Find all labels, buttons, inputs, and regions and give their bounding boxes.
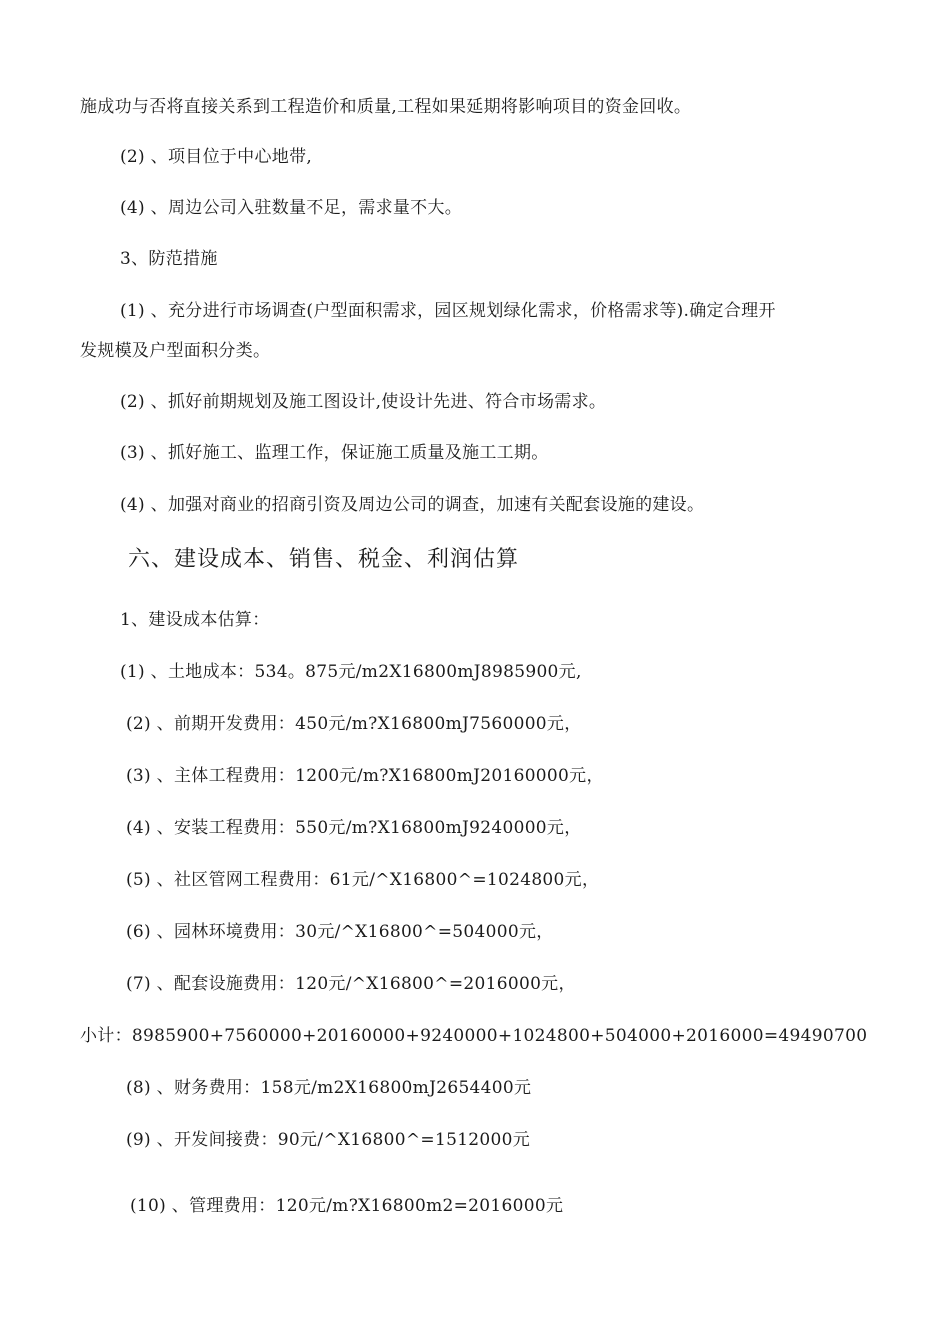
measure-item-1: (1) 、充分进行市场调查(户型面积需求，园区规划绿化需求，价格需求等).确定合理开 (120, 301, 776, 321)
measure-item-4: (4) 、加强对商业的招商引资及周边公司的调查，加速有关配套设施的建设。 (120, 495, 705, 515)
cost-item-3: (3) 、主体工程费用：1200元/m?X16800mJ20160000元， (126, 766, 604, 786)
risk-item-4: (4) 、周边公司入驻数量不足，需求量不大。 (120, 198, 463, 218)
cost-item-4: (4) 、安装工程费用：550元/m?X16800mJ9240000元， (126, 818, 582, 838)
measure-item-3: (3) 、抓好施工、监理工作，保证施工质量及施工工期。 (120, 443, 549, 463)
cost-item-5: (5) 、社区管网工程费用：61元/^X16800^=1024800元， (126, 870, 600, 890)
cost-item-6: (6) 、园林环境费用：30元/^X16800^=504000元， (126, 922, 554, 942)
section-subheading-prevention: 3、防范措施 (120, 249, 218, 269)
cost-item-1: (1) 、土地成本：534。875元/m2X16800mJ8985900元, (120, 662, 582, 682)
cost-item-10: (10) 、管理费用：120元/m?X16800m2=2016000元 (130, 1196, 564, 1216)
cost-subheading: 1、建设成本估算： (120, 610, 270, 630)
risk-item-2: (2) 、项目位于中心地带, (120, 147, 313, 167)
cost-item-2: (2) 、前期开发费用：450元/m?X16800mJ7560000元， (126, 714, 582, 734)
paragraph-continuation: 施成功与否将直接关系到工程造价和质量,工程如果延期将影响项目的资金回收。 (80, 97, 692, 117)
measure-item-2: (2) 、抓好前期规划及施工图设计,使设计先进、符合市场需求。 (120, 392, 607, 412)
cost-item-8: (8) 、财务费用：158元/m2X16800mJ2654400元 (126, 1078, 532, 1098)
measure-item-1-continuation: 发规模及户型面积分类。 (80, 341, 271, 361)
section-heading: 六、建设成本、销售、税金、利润估算 (128, 547, 520, 572)
cost-item-9: (9) 、开发间接费：90元/^X16800^=1512000元 (126, 1130, 531, 1150)
cost-item-7: (7) 、配套设施费用：120元/^X16800^=2016000元， (126, 974, 576, 994)
cost-subtotal: 小计：8985900+7560000+20160000+9240000+1024800+504000+2016000=49490700 (80, 1026, 868, 1046)
